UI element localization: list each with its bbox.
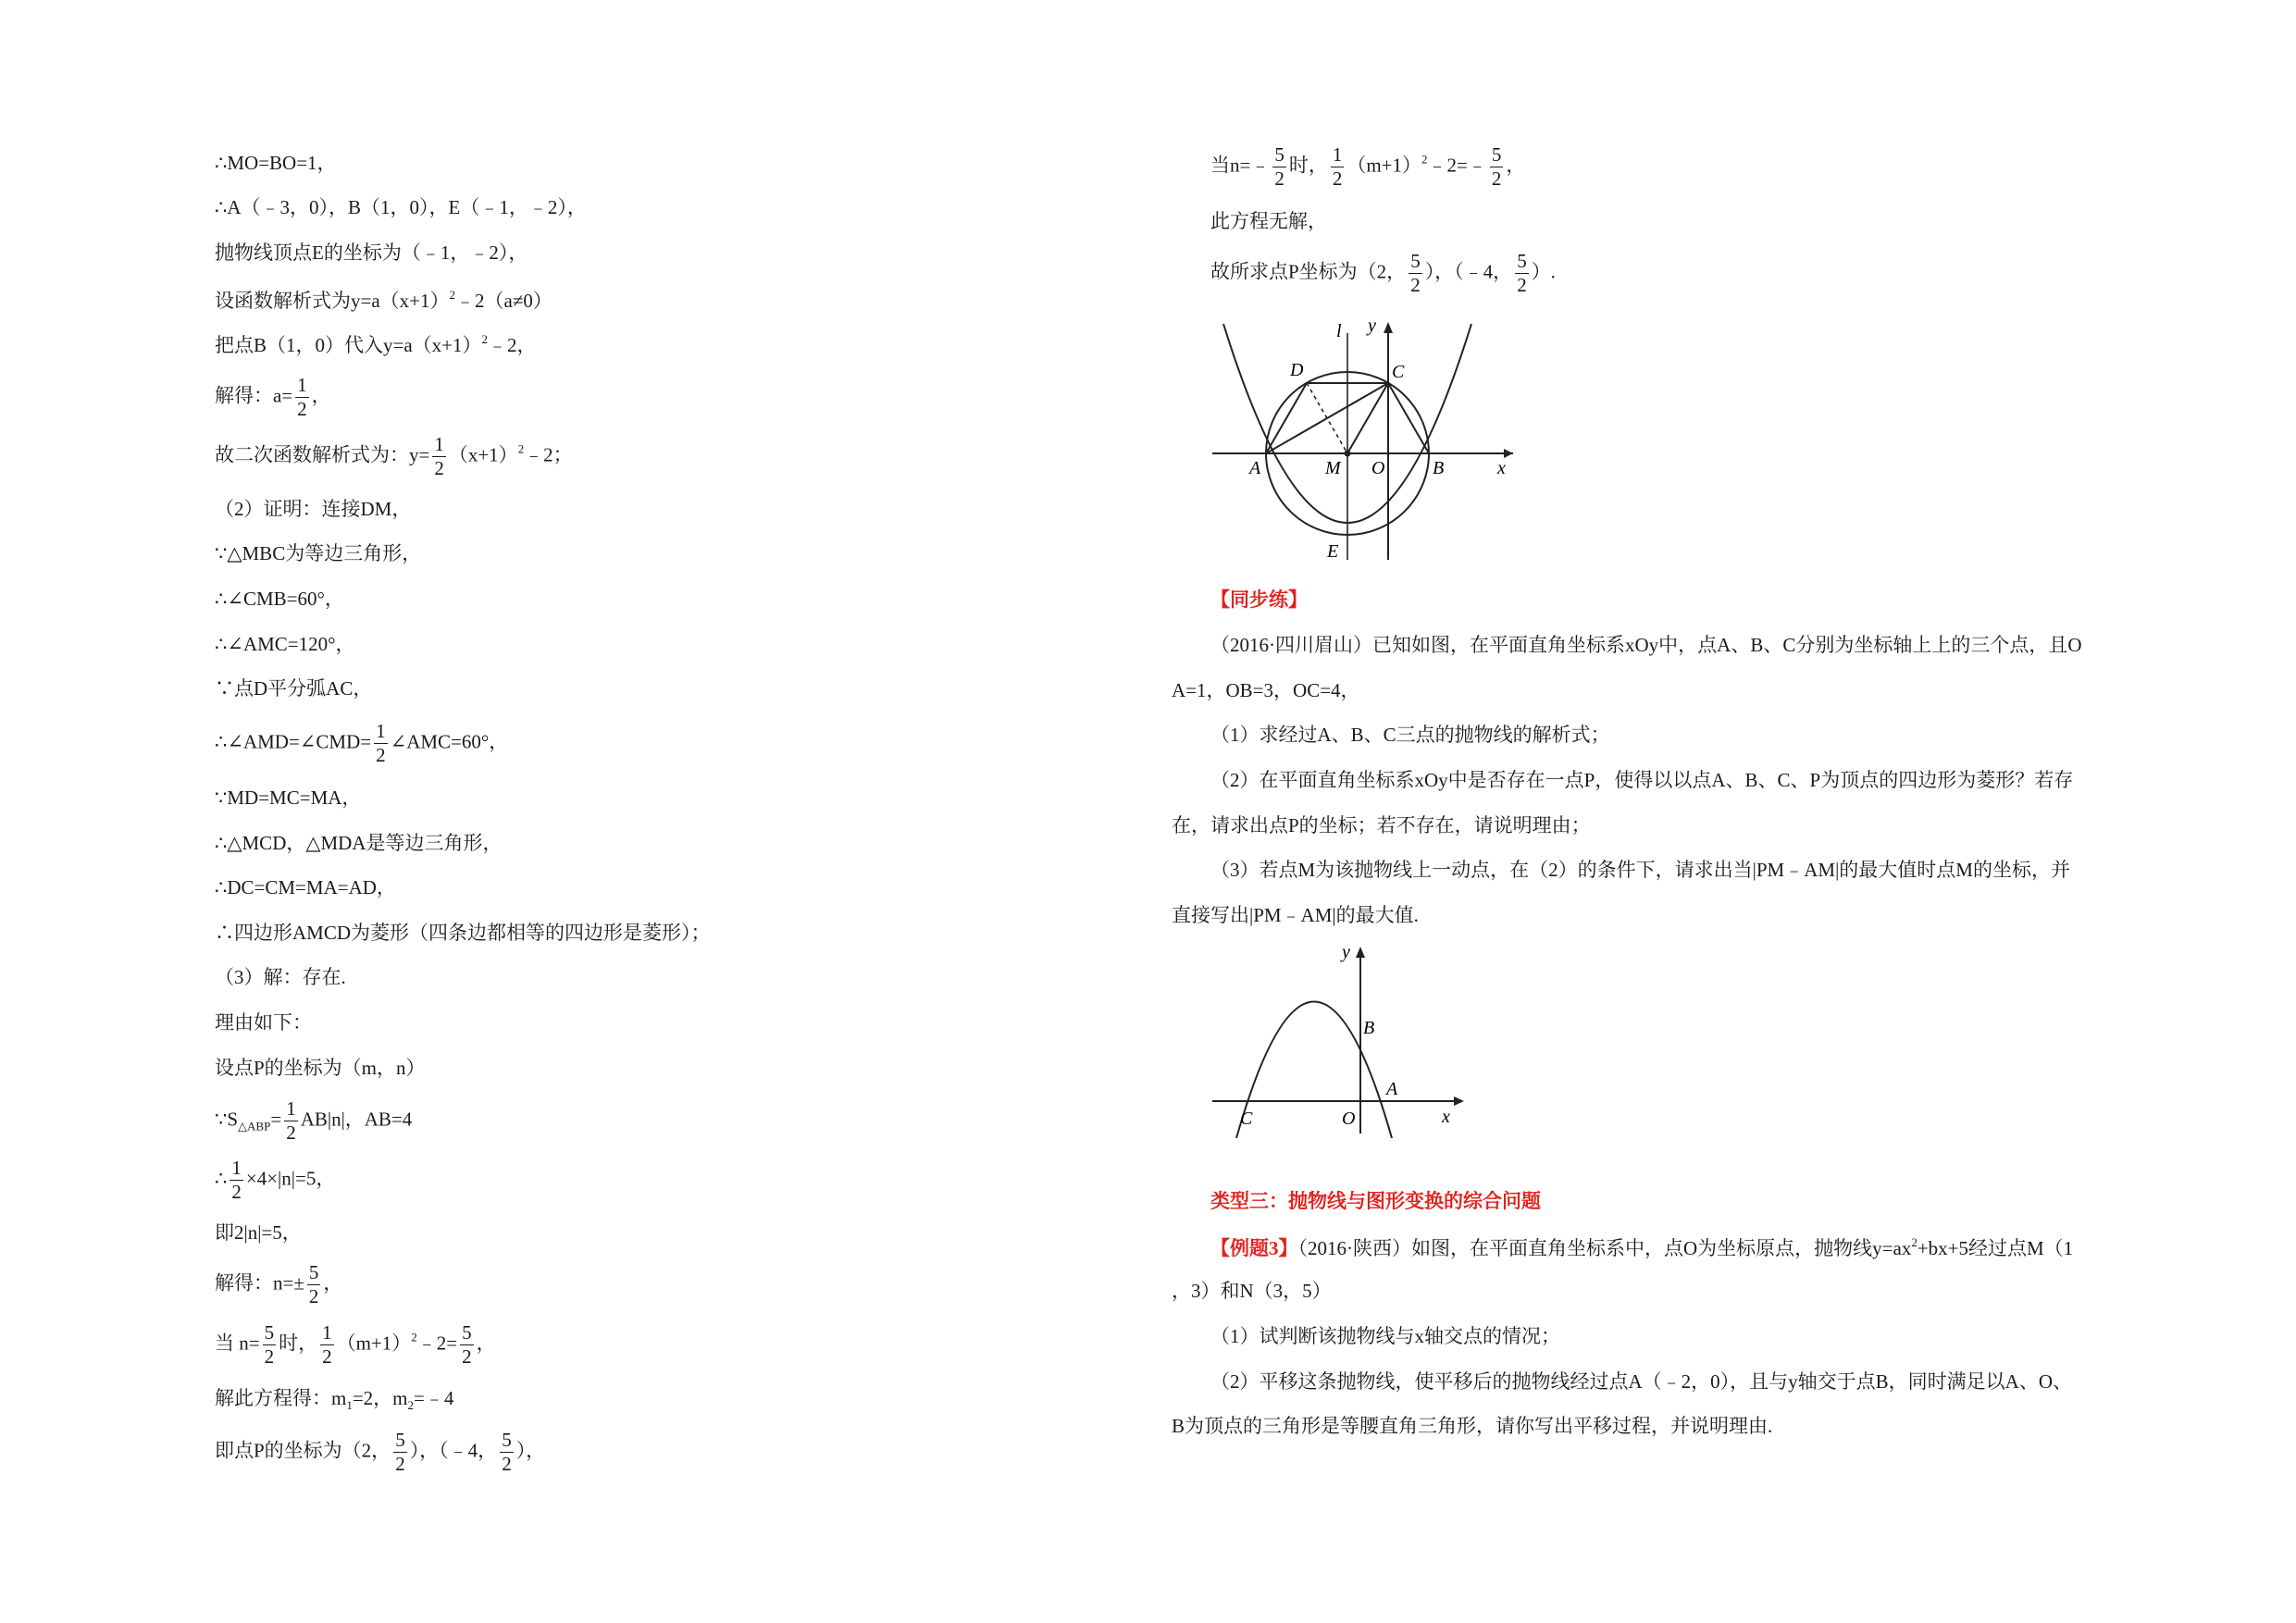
figure-circle-parabola [1212,315,1527,564]
label-x: x [1442,1107,1450,1127]
text-line: ∵点D平分弧AC， [215,677,373,700]
text-line: 理由如下： [215,1011,312,1034]
label-b: B [1363,1018,1375,1038]
text-line: 解得：n=± $\frac{5}{2}$ ， [215,1261,343,1307]
text-line: 设点P的坐标为（m，n） [215,1057,426,1079]
label-a: A [1249,458,1261,478]
text-line: 即点P的坐标为（2， $\frac{5}{2}$ ），（﹣4， $\frac{5}{2}$ ）， [215,1429,546,1475]
text-line: ∵MD=MC=MA， [215,787,362,809]
text-line: ∴∠AMD=∠CMD= $\frac{1}{2}$ ∠AMC=60°， [215,720,509,766]
figure-1-svg [1212,315,1527,564]
point-m [1345,451,1351,457]
text-line: （2）在平面直角坐标系xOy中是否存在一点P，使得以以点A、B、C、P为顶点的四边形为菱形？若存 [1210,769,2074,791]
text-line: 解此方程得：$m_1=2$，$m_2=﹣4$ [215,1387,454,1412]
text-line: （3）解：存在. [215,966,346,988]
segment-cb [1388,383,1429,453]
label-d: D [1290,360,1304,380]
figure-2-svg [1212,939,1481,1138]
text-line: 即2|n|=5， [215,1221,302,1244]
label-m: M [1325,458,1341,478]
segment-ad [1266,383,1307,453]
text-line: 把点B（1，0）代入$y=a(x+1)^2﹣2$， [215,332,537,356]
x-axis-arrow-icon [1504,449,1513,458]
text-line: 故二次函数解析式为：y= $\frac{1}{2}$ $(x+1)^2﹣2$； [215,433,573,479]
text-line: （2）证明：连接DM， [215,498,412,520]
text-line: B为顶点的三角形是等腰直角三角形，请你写出平移过程，并说明理由. [1172,1415,1773,1437]
x-axis-arrow-icon [1454,1096,1464,1106]
text-line: $\because S_{\triangle ABP}=$ $\frac{1}{2}$ AB|n|，AB=4 [215,1097,413,1144]
text-line: ，3）和N（3，5） [1172,1280,1332,1302]
segment-dm-dashed [1307,383,1347,453]
text-line: 当 n= $\frac{5}{2}$ 时， $\frac{1}{2}$ $(m+1)^2﹣2=$ $\frac{5}{2}$ ， [215,1321,496,1368]
text-line: ∴∠AMC=120°， [215,633,355,655]
text-line: 此方程无解， [1210,210,1327,232]
label-y: y [1368,316,1376,336]
text-line: ∴DC=CM=MA=AD， [215,876,396,898]
text-line: A=1，OB=3，OC=4， [1172,679,1360,701]
y-axis-arrow-icon [1384,322,1393,333]
text-line: 当n=﹣ $\frac{5}{2}$ 时， $\frac{1}{2}$ $(m+1)^2﹣2=﹣$ $\frac{5}{2}$ ， [1210,143,1526,190]
text-line: ∴A（﹣3，0），B（1，0），E（﹣1，﹣2）， [215,196,587,218]
label-e: E [1327,541,1339,562]
label-a: A [1386,1079,1398,1099]
text-line: ∴MO=BO=1， [215,152,337,174]
label-o: O [1342,1109,1356,1129]
text-line: 解得：a= $\frac{1}{2}$ ， [215,374,331,420]
label-c: C [1392,362,1405,382]
text-line: 【例题3】（2016·陕西）如图，在平面直角坐标系中，点O为坐标原点，抛物线$y=ax^2+bx+5$经过点M（1 [1210,1235,2074,1259]
text-line: 在，请求出点P的坐标；若不存在，请说明理由； [1172,814,1591,836]
label-l: l [1336,321,1342,341]
text-line: （2）平移这条抛物线，使平移后的抛物线经过点A（﹣2，0），且与y轴交于点B，同时满足以A、O、 [1210,1370,2072,1393]
text-line: ∴∠CMB=60°， [215,588,344,610]
label-c: C [1240,1109,1253,1129]
text-line: （3）若点M为该抛物线上一动点，在（2）的条件下，请求出当|PM﹣AM|的最大值时点M的坐标，并 [1210,859,2070,881]
label-o: O [1371,458,1385,478]
segment-mc [1347,383,1388,453]
text-line: 故所求点P坐标为（2， $\frac{5}{2}$ ），（﹣4， $\frac{5}{2}$ ）. [1210,250,1556,296]
text-line: ∵△MBC为等边三角形， [215,542,422,564]
text-line: ∴ $\frac{1}{2}$ ×4×|n|=5， [215,1157,336,1203]
text-line: （1）求经过A、B、C三点的抛物线的解析式； [1210,724,1610,746]
y-axis-arrow-icon [1356,947,1365,958]
label-x: x [1497,458,1506,478]
label-y: y [1342,942,1350,962]
example-label: 【例题3】 [1210,1237,1298,1259]
text-line: 设函数解析式为$y=a(x+1)^2﹣2(a\ne 0)$ [215,288,552,312]
text-line: 直接写出|PM﹣AM|的最大值. [1172,904,1419,926]
text-line: ∴四边形AMCD为菱形（四条边都相等的四边形是菱形）； [215,922,711,944]
text-line: （1）试判断该抛物线与x轴交点的情况； [1210,1325,1560,1347]
label-b: B [1433,458,1445,478]
text-line: ∴△MCD，△MDA是等边三角形， [215,832,503,854]
figure-parabola [1212,939,1481,1138]
text-line: 抛物线顶点E的坐标为（﹣1，﹣2）， [215,242,528,264]
section-heading: 类型三：抛物线与图形变换的综合问题 [1210,1190,1541,1212]
text-line: （2016·四川眉山）已知如图，在平面直角坐标系xOy中，点A、B、C分别为坐标轴上上的三个点，且O [1210,634,2082,656]
section-heading: 【同步练】 [1210,588,1308,611]
